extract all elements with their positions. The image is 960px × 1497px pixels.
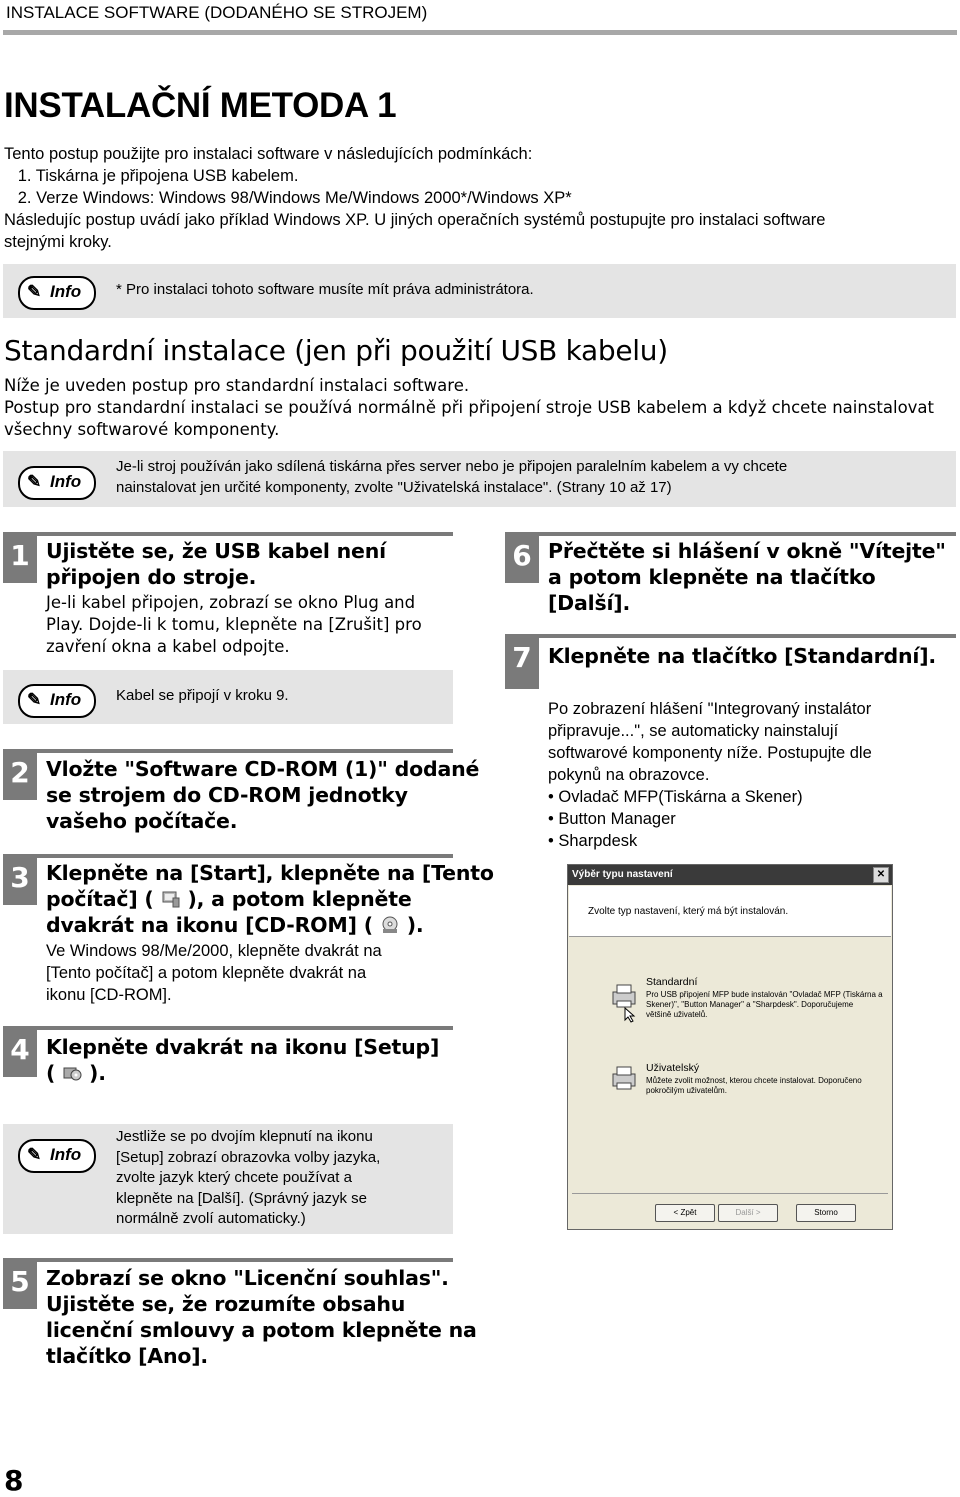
step-title: Klepněte dvakrát na ikonu [Setup] ( ). xyxy=(46,1035,440,1085)
dialog-divider xyxy=(572,1193,888,1194)
info-icon: ✎ Info xyxy=(18,684,96,718)
step-body: Je-li kabel připojen, zobrazí se okno Plug and Play. Dojde-li k tomu, klepněte na [Zrušit] pro zavření okna a kabel odpojte. xyxy=(46,593,422,656)
info-box-cable xyxy=(3,670,453,724)
cd-rom-icon xyxy=(380,916,400,934)
step-number: 4 xyxy=(3,1029,37,1077)
dialog-title: Výběr typu nastavení xyxy=(572,869,673,880)
list-item: • Button Manager xyxy=(548,810,676,828)
step-title: Ujistěte se, že USB kabel není připojen do stroje. xyxy=(46,539,386,589)
info-text: * Pro instalaci tohoto software musíte mít práva administrátora. xyxy=(116,281,534,298)
info-box-shared-printer xyxy=(3,451,956,507)
setup-type-dialog xyxy=(567,864,893,1230)
standard-option[interactable]: Standardní Pro USB připojení MFP bude instalován "Ovladač MFP (Tiskárna a Skener)", "Button Manager" a "Sharpdesk". Doporučujeme většině uživatelů. xyxy=(646,976,883,1019)
pencil-icon: ✎ xyxy=(27,1145,42,1164)
step-number: 5 xyxy=(3,1261,37,1309)
header-divider xyxy=(3,30,957,35)
step-divider xyxy=(3,854,453,858)
step-body: Ve Windows 98/Me/2000, klepněte dvakrát na [Tento počítač] a potom klepněte dvakrát na ikonu [CD-ROM]. xyxy=(46,942,382,1004)
page-title: INSTALAČNÍ METODA 1 xyxy=(4,86,397,125)
intro-line: 1. Tiskárna je připojena USB kabelem. xyxy=(4,167,299,185)
info-text: Kabel se připojí v kroku 9. xyxy=(116,687,289,704)
step-number: 1 xyxy=(3,535,37,583)
pencil-icon: ✎ xyxy=(27,690,42,709)
step-number: 6 xyxy=(505,535,539,583)
step-body: Po zobrazení hlášení "Integrovaný instalátor připravuje...", se automaticky nainstalují softwarové komponenty níže. Postupujte dle pokynů na obrazovce. • Ovladač MFP(Tiskárna a Skener) • Button Manager • Sharpdesk xyxy=(548,700,872,850)
setup-icon xyxy=(62,1064,82,1082)
list-item: • Ovladač MFP(Tiskárna a Skener) xyxy=(548,788,803,806)
step-number: 3 xyxy=(3,857,37,905)
info-icon: ✎ Info xyxy=(18,466,96,500)
step-divider xyxy=(505,634,956,638)
intro-line: Tento postup použijte pro instalaci software v následujících podmínkách: xyxy=(4,145,533,163)
info-box-admin xyxy=(3,264,956,318)
cancel-button[interactable]: Storno xyxy=(796,1204,856,1222)
printer-icon[interactable] xyxy=(610,1064,638,1092)
section-text xyxy=(4,375,954,441)
step-number: 7 xyxy=(505,637,539,689)
cursor-icon xyxy=(624,1007,636,1023)
next-button[interactable]: Další > xyxy=(718,1204,778,1222)
intro-line: 2. Verze Windows: Windows 98/Windows Me/Windows 2000*/Windows XP* xyxy=(4,189,572,207)
info-icon: ✎ Info xyxy=(18,276,96,310)
dialog-prompt: Zvolte typ nastavení, který má být instalován. xyxy=(588,906,789,917)
section-title: Standardní instalace (jen při použití USB kabelu) xyxy=(4,334,668,367)
pencil-icon: ✎ xyxy=(27,282,42,301)
info-text: Je-li stroj používán jako sdílená tiskárna přes server nebo je připojen paralelním kabelem a vy chcete nainstalovat jen určité komponenty, zvolte "Uživatelská instalace". (Strany 10 až 17) xyxy=(116,458,788,496)
step-title: Přečtěte si hlášení v okně "Vítejte" a potom klepněte na tlačítko [Další]. xyxy=(548,539,946,615)
dialog-header-panel xyxy=(569,886,891,937)
info-box-language xyxy=(3,1124,453,1234)
my-computer-icon xyxy=(161,890,181,908)
step-title: Zobrazí se okno "Licenční souhlas". Ujistěte se, že rozumíte obsahu licenční smlouvy a potom klepněte na tlačítko [Ano]. xyxy=(46,1266,477,1368)
list-item: • Sharpdesk xyxy=(548,832,638,850)
dialog-titlebar xyxy=(568,865,892,885)
step-divider xyxy=(505,532,956,536)
step-number: 2 xyxy=(3,752,37,800)
step-divider xyxy=(3,532,453,536)
step-divider xyxy=(3,1258,453,1262)
section-line: Postup pro standardní instalaci se používá normálně při připojení stroje USB kabelem a když chcete nainstalovat xyxy=(4,398,935,417)
custom-option[interactable]: Uživatelský Můžete zvolit možnost, kterou chcete instalovat. Doporučeno pokročilým uživatelům. xyxy=(646,1062,862,1095)
pencil-icon: ✎ xyxy=(27,472,42,491)
standard-option-title: Standardní xyxy=(646,976,698,988)
page-number: 8 xyxy=(4,1464,24,1497)
info-text: Jestliže se po dvojím klepnutí na ikonu [Setup] zobrazí obrazovka volby jazyka, zvolte jazyk který chcete používat a klepněte na [Další]. (Správný jazyk se normálně zvolí automaticky.) xyxy=(116,1128,381,1227)
custom-option-title: Uživatelský xyxy=(646,1062,700,1074)
step-title: Klepněte na [Start], klepněte na [Tento počítač] ( ), a potom klepněte dvakrát na ikonu [CD-ROM] ( ). xyxy=(46,861,494,937)
step-title: Klepněte na tlačítko [Standardní]. xyxy=(548,644,936,668)
intro-text xyxy=(4,143,954,253)
section-line: Níže je uveden postup pro standardní instalaci software. xyxy=(4,376,470,395)
step-divider xyxy=(3,749,453,753)
back-button[interactable]: < Zpět xyxy=(655,1204,715,1222)
step-divider xyxy=(3,1026,453,1030)
info-icon: ✎ Info xyxy=(18,1139,96,1173)
section-line: všechny softwarové komponenty. xyxy=(4,420,280,439)
printer-icon[interactable] xyxy=(610,982,638,1010)
running-header: INSTALACE SOFTWARE (DODANÉHO SE STROJEM) xyxy=(6,3,428,22)
close-icon[interactable]: ✕ xyxy=(873,867,889,883)
step-title: Vložte "Software CD-ROM (1)" dodané se strojem do CD-ROM jednotky vašeho počítače. xyxy=(46,757,480,833)
intro-line: Následujíc postup uvádí jako příklad Windows XP. U jiných operačních systémů postupujte pro instalaci software xyxy=(4,211,826,229)
intro-line: stejnými kroky. xyxy=(4,233,112,251)
